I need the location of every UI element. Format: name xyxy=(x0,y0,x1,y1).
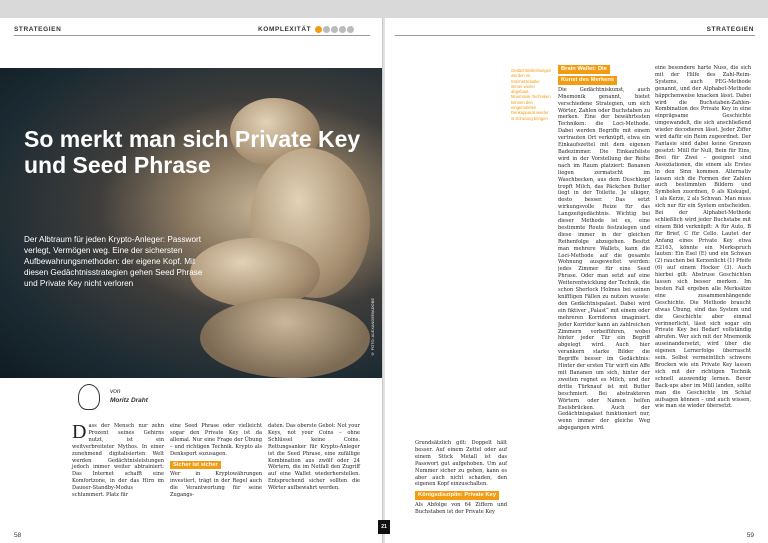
article-headline: So merkt man sich Private Key und Seed Phrase xyxy=(24,126,361,178)
complexity-text: KOMPLEXITÄT xyxy=(258,26,312,34)
body-text: Die Gedächtniskunst, auch Mnemonik genannt, bietet verschiedene Strategien, um sich Wörter, Zahlen oder Buchstaben zu merken. Eine der bewährtesten Techniken: die Loci-Methode. Dabei werden Begriffe mit einem vertrauten Ort verknüpft, etwa ein Einkaufszettel mit dem eigenen Badezimmer. Die Einkaufsliste wird in der Vorstellung der Reihe nach im Raum platziert: Bananen liegen zermatscht im Waschbecken, aus dem Duschkopf tropft Milch, das Päckchen Butter liegt in der Toilette. Je ulkiger, desto besser. Das setzt wirkungsvolle Reize für das Langzeitgedächtnis. Wichtig bei dieser Methode ist es, eine bestimmte Route festzulegen und diese immer in der gleichen Reihenfolge abzugehen. Besitzt man mehrere Wallets, kann die Loci-Methode auf die gesamte Wohnung ausgeweitet werden: jedes Zimmer für eine Seed Phrase. Oder man setzt auf eine Weiterentwicklung der Technik, die schon Sherlock Holmes bei seinen kniffligen Fällen zu nutzen wusste: den Gedächtnispalast. Dabei wird ein fiktiver „Palast“ mit einem oder mehreren Korridoren imaginiert. Jeder Korridor kann an zahlreichen Zimmern vorbeiführen, wobei hinter jeder Tür ein Begriff abgelegt wird. Auch hier verankern starke Bilder die Begriffe besser im Gedächtnis: Hinter der ersten Tür wirft ein Affe mit Bananen um sich, hinter der zweiten regnet es Milch, und der dritte Türknauf ist mit Butter beschmiert. Bei abstrakteren Wörtern oder Namen helfen Eselsbrücken. Auch der Gedächtnispalast funktioniert nur, wenn immer der gleiche Weg abgegangen wird. xyxy=(558,86,650,432)
body-text: eine besondere harte Nuss, die sich mit der Hilfe des Zahl-Reim-Systems, auch PEG-Methode genannt, und der Alphabet-Methode häppchenweise knacken lässt. Dabei wird die Buchstaben-Zahlen-Kombination des Private Key in eine einprägsame Geschichte umgewandelt, die sich anschließend wieder decodieren lässt. Jeder Ziffer wird dafür ein Reim zugeordnet. Der Fantasie sind dabei keine Grenzen gesetzt: Müll für Null, Bein für Eins, Brei für Zwei – geeignet sind Assoziationen, die einem als Erstes in den Sinn kommen. Alternativ lassen sich die Formen der Zahlen auch bestimmten Bildern und Symbolen zuordnen, 0 als Kiskugel, 1 als Kerze, 2 als Schwan. Man muss sich nur für ein System entscheiden. Bei der Alphabet-Methode schließlich wird jeder Buchstabe mit einem Bild verknüpft: A für Auto, B für Brief, C für Cello. Lautet der Anfang eines Private Key etwa E2163, könnte ein Merkspruch lauten: Ein Esel (E) und ein Schwan (2) rauchen bei Kerzenlicht (1) Pfeife (6) auf einem Hocker (3). Auch hierbei gilt: Abstruse Geschichten lassen sich besser merken. Im besten Fall ergeben alle Merksätze eine zusammenhängende Geschichte. Die Methode braucht etwas Übung, sind das System und die Geschichte aber einmal verinnerlicht, lässt sich sogar ein Private Key bei Bedarf vollständig abrufen. Wer sich mit der Mnemonik auseinandersetzt, wird über die eigenen Lernerfolge überrascht sein. Selbst vermeintlich schwere Brocken wie ein Private Key lassen sich mit der richtigen Technik schnell auswendig lernen. Bevor Back-ups aber im Müll landen, sollte man die Geschichte im Schlaf aufsagen können – und auch wissen, wie man sie wieder übersetzt. xyxy=(655,65,751,410)
left-column-3 xyxy=(268,423,360,492)
left-page xyxy=(0,18,383,543)
right-column-2 xyxy=(655,65,751,535)
body-text: daten. Das oberste Gebot: Not your Keys, not your Coins – ohne Schlüssel keine Coins. Rettungsanker für Krypto-Anleger ist die Seed Phrase, eine zufällige Kombination aus zwölf oder 24 Wörtern, die im Notfall den Zugriff auf eine Wallet wiederherstellen. Entsprechend sicher sollten die Wörter aufbewahrt werden. xyxy=(268,423,360,492)
article-lead: Der Albtraum für jeden Krypto-Anleger: Passwort verlegt, Vermögen weg. Eine der sichersten Aufbewahrungsmethoden: der eigene Kopf. Mit diesen Gedächtnisstrategien gehen Seed Phrase und Private Key nicht verloren xyxy=(24,235,203,288)
right-column-0 xyxy=(415,440,507,516)
page-number: 58 xyxy=(14,532,22,539)
header-rule xyxy=(14,35,370,36)
subheading: Kunst des Merkens xyxy=(558,76,617,85)
image-caption: Gedächtnisleistungen werden im Internetzeitalter immer weiter abgebaut. Mnemonik-Techniken können den eingerosteten Denkapparat wieder in Schwung bringen xyxy=(511,68,552,121)
complexity-dot-filled xyxy=(315,26,322,33)
left-column-1 xyxy=(72,423,164,499)
author-name: Moritz Draht xyxy=(110,397,148,404)
body-text: Wer in Kryptowährungen investiert, trägt in der Regel auch die Verantwortung für seine Zugangs- xyxy=(170,471,262,499)
page-number: 59 xyxy=(746,532,754,539)
complexity-dot xyxy=(323,26,330,33)
photo-credit: © FOTO: ALEXANDER/ADOBE xyxy=(370,298,375,357)
left-column-2 xyxy=(170,423,262,499)
right-page xyxy=(385,18,768,543)
complexity-label xyxy=(258,26,354,33)
author-prefix: von xyxy=(110,388,121,395)
subheading: Sicher ist sicher xyxy=(170,461,221,470)
complexity-dot xyxy=(347,26,354,33)
section-label: STRATEGIEN xyxy=(14,26,62,33)
complexity-dot xyxy=(331,26,338,33)
section-label: STRATEGIEN xyxy=(706,26,754,33)
magazine-logo: 21 xyxy=(378,520,390,534)
body-text: Als Abfolge von 64 Ziffern und Buchstaben ist der Private Key xyxy=(415,502,507,516)
header-rule xyxy=(395,35,755,36)
thinker-photo xyxy=(0,68,383,378)
statue-base xyxy=(200,298,370,378)
subheading: Königsdisziplin: Private Key xyxy=(415,491,499,500)
complexity-rating xyxy=(314,26,354,33)
author-avatar xyxy=(78,384,100,410)
body-text: ass der Mensch nur zehn Prozent seines Gehirns nutzt, ist ein weitverbreiteter Mythos. In einer zunehmend digitalisierten Welt werden Gedächtnisleistungen jedoch immer weiter abtrainiert: Das Internet schafft eine Komfortzone, in der das Hirn im Daueer-Standby-Modus schlummert. Platz für xyxy=(72,423,164,499)
complexity-dot xyxy=(339,26,346,33)
body-text: eine Seed Phrase oder vielleicht sogar den Private Key ist da allemal. Nur eine Frage der Übung – und richtigen Technik. Krypto als Denksport sozusagen. xyxy=(170,423,262,457)
drop-cap: D xyxy=(72,421,87,443)
body-text: Grundsätzlich gilt: Doppelt hält besser. Auf einem Zettel oder auf einem Stück Metall ist das Passwort gut aufgehoben. Um auf Nummer sicher zu gehen, kann es aber auch nicht schaden, den eigenen Kopf einzuschalten. xyxy=(415,440,507,488)
top-strip xyxy=(0,0,768,18)
right-column-1 xyxy=(558,65,650,535)
subheading: Brain Wallet: Die xyxy=(558,65,610,74)
